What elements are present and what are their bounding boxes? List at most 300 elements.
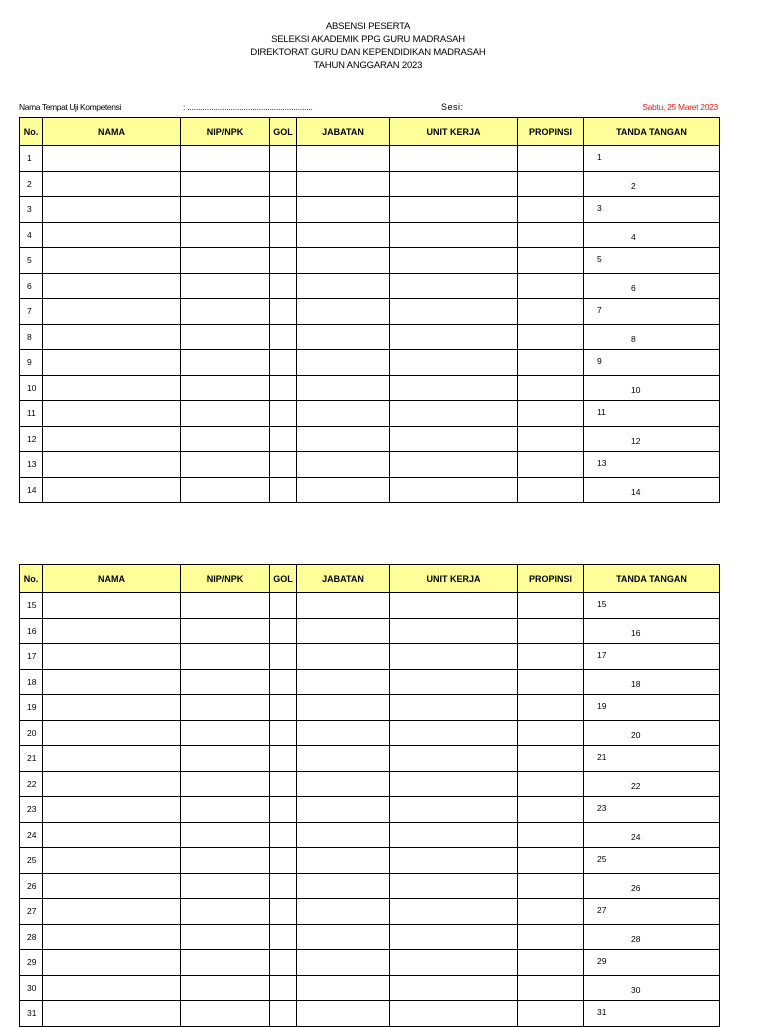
cell-no: 29 (20, 950, 43, 976)
cell-propinsi[interactable] (518, 593, 584, 619)
cell-propinsi[interactable] (518, 248, 584, 274)
cell-unit-kerja[interactable] (390, 950, 518, 976)
cell-tanda-tangan[interactable] (584, 171, 720, 197)
cell-gol[interactable] (270, 669, 297, 695)
cell-jabatan[interactable] (297, 771, 390, 797)
cell-nip[interactable] (181, 1001, 270, 1027)
cell-propinsi[interactable] (518, 848, 584, 874)
cell-nip[interactable] (181, 401, 270, 427)
cell-propinsi[interactable] (518, 222, 584, 248)
col-header-nip: NIP/NPK (181, 565, 270, 593)
cell-propinsi[interactable] (518, 695, 584, 721)
cell-unit-kerja[interactable] (390, 720, 518, 746)
signature-number: 5 (597, 254, 602, 265)
cell-unit-kerja[interactable] (390, 171, 518, 197)
cell-tanda-tangan[interactable] (584, 822, 720, 848)
cell-unit-kerja[interactable] (390, 299, 518, 325)
cell-tanda-tangan[interactable] (584, 975, 720, 1001)
cell-gol[interactable] (270, 822, 297, 848)
cell-propinsi[interactable] (518, 197, 584, 223)
cell-gol[interactable] (270, 197, 297, 223)
cell-tanda-tangan[interactable] (584, 273, 720, 299)
cell-gol[interactable] (270, 299, 297, 325)
signature-number: 23 (597, 803, 607, 814)
cell-nip[interactable] (181, 273, 270, 299)
cell-unit-kerja[interactable] (390, 146, 518, 172)
cell-nip[interactable] (181, 975, 270, 1001)
table-row (20, 669, 720, 695)
cell-unit-kerja[interactable] (390, 797, 518, 823)
signature-number: 24 (631, 831, 641, 842)
cell-unit-kerja[interactable] (390, 248, 518, 274)
signature-number: 20 (631, 729, 641, 740)
signature-number: 28 (631, 933, 641, 944)
cell-nama[interactable] (43, 644, 181, 670)
cell-no: 26 (20, 873, 43, 899)
cell-nama[interactable] (43, 375, 181, 401)
cell-propinsi[interactable] (518, 401, 584, 427)
cell-nama[interactable] (43, 669, 181, 695)
table-row (20, 695, 720, 721)
cell-propinsi[interactable] (518, 324, 584, 350)
cell-gol[interactable] (270, 146, 297, 172)
table-row (20, 222, 720, 248)
cell-propinsi[interactable] (518, 644, 584, 670)
cell-gol[interactable] (270, 273, 297, 299)
cell-tanda-tangan[interactable] (584, 746, 720, 772)
signature-number: 2 (631, 180, 636, 191)
cell-no: 2 (20, 171, 43, 197)
cell-no: 9 (20, 350, 43, 376)
cell-propinsi[interactable] (518, 299, 584, 325)
cell-nip[interactable] (181, 669, 270, 695)
table-row (20, 975, 720, 1001)
cell-unit-kerja[interactable] (390, 426, 518, 452)
cell-jabatan[interactable] (297, 477, 390, 503)
cell-tanda-tangan[interactable] (584, 669, 720, 695)
cell-propinsi[interactable] (518, 171, 584, 197)
cell-tanda-tangan[interactable] (584, 452, 720, 478)
cell-gol[interactable] (270, 771, 297, 797)
cell-tanda-tangan[interactable] (584, 426, 720, 452)
cell-tanda-tangan[interactable] (584, 899, 720, 925)
cell-gol[interactable] (270, 593, 297, 619)
cell-jabatan[interactable] (297, 350, 390, 376)
cell-unit-kerja[interactable] (390, 1001, 518, 1027)
cell-tanda-tangan[interactable] (584, 477, 720, 503)
cell-tanda-tangan[interactable] (584, 848, 720, 874)
table-row (20, 899, 720, 925)
signature-number: 25 (597, 854, 607, 865)
cell-unit-kerja[interactable] (390, 644, 518, 670)
cell-no: 24 (20, 822, 43, 848)
cell-nip[interactable] (181, 350, 270, 376)
cell-tanda-tangan[interactable] (584, 197, 720, 223)
cell-no: 4 (20, 222, 43, 248)
table-row (20, 797, 720, 823)
cell-unit-kerja[interactable] (390, 618, 518, 644)
document-title (0, 20, 736, 72)
cell-nama[interactable] (43, 273, 181, 299)
table-row (20, 324, 720, 350)
cell-unit-kerja[interactable] (390, 873, 518, 899)
cell-jabatan[interactable] (297, 1001, 390, 1027)
cell-tanda-tangan[interactable] (584, 146, 720, 172)
cell-propinsi[interactable] (518, 899, 584, 925)
cell-propinsi[interactable] (518, 477, 584, 503)
cell-no: 15 (20, 593, 43, 619)
cell-nama[interactable] (43, 1001, 181, 1027)
cell-jabatan[interactable] (297, 375, 390, 401)
col-header-unit-kerja: UNIT KERJA (390, 565, 518, 593)
cell-tanda-tangan[interactable] (584, 1001, 720, 1027)
cell-nip[interactable] (181, 299, 270, 325)
cell-propinsi[interactable] (518, 146, 584, 172)
cell-jabatan[interactable] (297, 746, 390, 772)
table-row (20, 822, 720, 848)
cell-tanda-tangan[interactable] (584, 324, 720, 350)
cell-gol[interactable] (270, 222, 297, 248)
cell-nip[interactable] (181, 848, 270, 874)
cell-propinsi[interactable] (518, 975, 584, 1001)
signature-number: 9 (597, 356, 602, 367)
signature-number: 14 (631, 486, 641, 497)
cell-gol[interactable] (270, 720, 297, 746)
cell-nama[interactable] (43, 146, 181, 172)
cell-nama[interactable] (43, 452, 181, 478)
cell-jabatan[interactable] (297, 222, 390, 248)
cell-nip[interactable] (181, 695, 270, 721)
col-header-nama: NAMA (43, 118, 181, 146)
signature-number: 17 (597, 650, 607, 661)
table-row (20, 350, 720, 376)
cell-jabatan[interactable] (297, 873, 390, 899)
cell-nip[interactable] (181, 720, 270, 746)
cell-nip[interactable] (181, 375, 270, 401)
cell-nip[interactable] (181, 771, 270, 797)
cell-no: 6 (20, 273, 43, 299)
cell-nama[interactable] (43, 746, 181, 772)
cell-unit-kerja[interactable] (390, 324, 518, 350)
cell-propinsi[interactable] (518, 452, 584, 478)
cell-gol[interactable] (270, 924, 297, 950)
cell-nip[interactable] (181, 746, 270, 772)
cell-gol[interactable] (270, 248, 297, 274)
cell-nip[interactable] (181, 452, 270, 478)
cell-unit-kerja[interactable] (390, 273, 518, 299)
col-header-jabatan: JABATAN (297, 118, 390, 146)
cell-tanda-tangan[interactable] (584, 695, 720, 721)
cell-nip[interactable] (181, 873, 270, 899)
cell-unit-kerja[interactable] (390, 771, 518, 797)
col-header-jabatan: JABATAN (297, 565, 390, 593)
cell-nip[interactable] (181, 248, 270, 274)
venue-label: Nama Tempat Uji Kompetensi (19, 102, 121, 112)
cell-propinsi[interactable] (518, 720, 584, 746)
cell-gol[interactable] (270, 975, 297, 1001)
cell-unit-kerja[interactable] (390, 848, 518, 874)
cell-jabatan[interactable] (297, 299, 390, 325)
cell-gol[interactable] (270, 426, 297, 452)
table-row (20, 146, 720, 172)
cell-no: 31 (20, 1001, 43, 1027)
cell-nip[interactable] (181, 644, 270, 670)
cell-tanda-tangan[interactable] (584, 375, 720, 401)
cell-unit-kerja[interactable] (390, 222, 518, 248)
signature-number: 18 (631, 678, 641, 689)
cell-no: 21 (20, 746, 43, 772)
cell-nip[interactable] (181, 222, 270, 248)
title-line-3: DIREKTORAT GURU DAN KEPENDIDIKAN MADRASAH (250, 47, 486, 58)
cell-jabatan[interactable] (297, 452, 390, 478)
signature-number: 22 (631, 780, 641, 791)
cell-nama[interactable] (43, 426, 181, 452)
cell-propinsi[interactable] (518, 771, 584, 797)
cell-jabatan[interactable] (297, 950, 390, 976)
table-row (20, 273, 720, 299)
cell-propinsi[interactable] (518, 273, 584, 299)
col-header-nama: NAMA (43, 565, 181, 593)
cell-jabatan[interactable] (297, 197, 390, 223)
col-header-propinsi: PROPINSI (518, 565, 584, 593)
cell-unit-kerja[interactable] (390, 975, 518, 1001)
cell-nip[interactable] (181, 950, 270, 976)
table-row (20, 197, 720, 223)
cell-tanda-tangan[interactable] (584, 401, 720, 427)
cell-gol[interactable] (270, 848, 297, 874)
cell-tanda-tangan[interactable] (584, 950, 720, 976)
cell-nama[interactable] (43, 477, 181, 503)
cell-propinsi[interactable] (518, 924, 584, 950)
cell-gol[interactable] (270, 452, 297, 478)
attendance-table-1 (19, 117, 720, 503)
cell-unit-kerja[interactable] (390, 695, 518, 721)
signature-number: 1 (597, 152, 602, 163)
table-row (20, 950, 720, 976)
cell-jabatan[interactable] (297, 899, 390, 925)
cell-nama[interactable] (43, 618, 181, 644)
cell-nama[interactable] (43, 695, 181, 721)
cell-nip[interactable] (181, 197, 270, 223)
cell-nama[interactable] (43, 797, 181, 823)
table-row (20, 477, 720, 503)
signature-number: 19 (597, 701, 607, 712)
cell-unit-kerja[interactable] (390, 746, 518, 772)
cell-tanda-tangan[interactable] (584, 350, 720, 376)
cell-tanda-tangan[interactable] (584, 924, 720, 950)
cell-nama[interactable] (43, 924, 181, 950)
date-text: Sabtu, 25 Maret 2023 (642, 102, 718, 112)
cell-nip[interactable] (181, 924, 270, 950)
signature-number: 31 (597, 1007, 607, 1018)
col-header-tanda-tangan: TANDA TANGAN (584, 118, 720, 146)
table-row (20, 299, 720, 325)
cell-nama[interactable] (43, 720, 181, 746)
cell-nama[interactable] (43, 299, 181, 325)
signature-number: 7 (597, 305, 602, 316)
cell-unit-kerja[interactable] (390, 899, 518, 925)
cell-no: 11 (20, 401, 43, 427)
cell-jabatan[interactable] (297, 695, 390, 721)
cell-jabatan[interactable] (297, 273, 390, 299)
cell-nip[interactable] (181, 324, 270, 350)
cell-gol[interactable] (270, 899, 297, 925)
cell-nama[interactable] (43, 848, 181, 874)
cell-jabatan[interactable] (297, 401, 390, 427)
cell-propinsi[interactable] (518, 797, 584, 823)
cell-nip[interactable] (181, 822, 270, 848)
signature-number: 3 (597, 203, 602, 214)
cell-gol[interactable] (270, 695, 297, 721)
cell-nama[interactable] (43, 350, 181, 376)
cell-no: 27 (20, 899, 43, 925)
cell-jabatan[interactable] (297, 975, 390, 1001)
signature-number: 29 (597, 956, 607, 967)
cell-no: 20 (20, 720, 43, 746)
cell-no: 12 (20, 426, 43, 452)
cell-tanda-tangan[interactable] (584, 873, 720, 899)
cell-nama[interactable] (43, 171, 181, 197)
cell-nip[interactable] (181, 593, 270, 619)
cell-tanda-tangan[interactable] (584, 797, 720, 823)
cell-jabatan[interactable] (297, 324, 390, 350)
cell-unit-kerja[interactable] (390, 477, 518, 503)
table-row (20, 746, 720, 772)
table-row (20, 720, 720, 746)
cell-nip[interactable] (181, 426, 270, 452)
cell-jabatan[interactable] (297, 644, 390, 670)
cell-nip[interactable] (181, 618, 270, 644)
cell-nip[interactable] (181, 797, 270, 823)
cell-gol[interactable] (270, 746, 297, 772)
table-row (20, 452, 720, 478)
cell-gol[interactable] (270, 797, 297, 823)
cell-no: 25 (20, 848, 43, 874)
signature-number: 26 (631, 882, 641, 893)
cell-nama[interactable] (43, 401, 181, 427)
cell-no: 3 (20, 197, 43, 223)
cell-nama[interactable] (43, 950, 181, 976)
cell-propinsi[interactable] (518, 618, 584, 644)
cell-unit-kerja[interactable] (390, 669, 518, 695)
cell-jabatan[interactable] (297, 593, 390, 619)
cell-jabatan[interactable] (297, 171, 390, 197)
cell-nip[interactable] (181, 477, 270, 503)
cell-propinsi[interactable] (518, 873, 584, 899)
signature-number: 4 (631, 231, 636, 242)
cell-propinsi[interactable] (518, 350, 584, 376)
cell-jabatan[interactable] (297, 146, 390, 172)
cell-tanda-tangan[interactable] (584, 248, 720, 274)
cell-gol[interactable] (270, 171, 297, 197)
cell-tanda-tangan[interactable] (584, 771, 720, 797)
cell-gol[interactable] (270, 375, 297, 401)
cell-jabatan[interactable] (297, 618, 390, 644)
cell-tanda-tangan[interactable] (584, 593, 720, 619)
col-header-no: No. (20, 118, 43, 146)
cell-propinsi[interactable] (518, 746, 584, 772)
cell-jabatan[interactable] (297, 669, 390, 695)
cell-tanda-tangan[interactable] (584, 644, 720, 670)
cell-jabatan[interactable] (297, 426, 390, 452)
cell-nama[interactable] (43, 771, 181, 797)
cell-unit-kerja[interactable] (390, 593, 518, 619)
cell-nama[interactable] (43, 593, 181, 619)
cell-unit-kerja[interactable] (390, 924, 518, 950)
table-row (20, 848, 720, 874)
cell-jabatan[interactable] (297, 924, 390, 950)
table-row (20, 618, 720, 644)
cell-nama[interactable] (43, 197, 181, 223)
cell-jabatan[interactable] (297, 822, 390, 848)
cell-gol[interactable] (270, 477, 297, 503)
signature-number: 27 (597, 905, 607, 916)
cell-no: 22 (20, 771, 43, 797)
signature-number: 15 (597, 599, 607, 610)
cell-propinsi[interactable] (518, 669, 584, 695)
table-row (20, 771, 720, 797)
cell-nama[interactable] (43, 222, 181, 248)
cell-nip[interactable] (181, 899, 270, 925)
cell-propinsi[interactable] (518, 950, 584, 976)
cell-no: 19 (20, 695, 43, 721)
cell-jabatan[interactable] (297, 248, 390, 274)
cell-unit-kerja[interactable] (390, 452, 518, 478)
cell-unit-kerja[interactable] (390, 197, 518, 223)
cell-gol[interactable] (270, 1001, 297, 1027)
cell-no: 16 (20, 618, 43, 644)
col-header-no: No. (20, 565, 43, 593)
cell-nama[interactable] (43, 975, 181, 1001)
cell-gol[interactable] (270, 950, 297, 976)
cell-propinsi[interactable] (518, 375, 584, 401)
cell-nip[interactable] (181, 146, 270, 172)
table-header-row (20, 118, 720, 146)
cell-tanda-tangan[interactable] (584, 222, 720, 248)
cell-gol[interactable] (270, 618, 297, 644)
cell-tanda-tangan[interactable] (584, 299, 720, 325)
cell-unit-kerja[interactable] (390, 375, 518, 401)
cell-nama[interactable] (43, 248, 181, 274)
cell-tanda-tangan[interactable] (584, 720, 720, 746)
signature-number: 11 (597, 407, 606, 418)
cell-nama[interactable] (43, 899, 181, 925)
cell-propinsi[interactable] (518, 822, 584, 848)
cell-jabatan[interactable] (297, 797, 390, 823)
table-row (20, 1001, 720, 1027)
cell-tanda-tangan[interactable] (584, 618, 720, 644)
cell-unit-kerja[interactable] (390, 822, 518, 848)
cell-nama[interactable] (43, 324, 181, 350)
cell-nip[interactable] (181, 171, 270, 197)
cell-gol[interactable] (270, 401, 297, 427)
cell-nama[interactable] (43, 873, 181, 899)
cell-unit-kerja[interactable] (390, 350, 518, 376)
cell-jabatan[interactable] (297, 720, 390, 746)
signature-number: 12 (631, 435, 641, 446)
cell-unit-kerja[interactable] (390, 401, 518, 427)
cell-gol[interactable] (270, 324, 297, 350)
cell-nama[interactable] (43, 822, 181, 848)
cell-jabatan[interactable] (297, 848, 390, 874)
cell-gol[interactable] (270, 350, 297, 376)
cell-propinsi[interactable] (518, 1001, 584, 1027)
col-header-gol: GOL (270, 118, 297, 146)
cell-gol[interactable] (270, 873, 297, 899)
cell-gol[interactable] (270, 644, 297, 670)
cell-propinsi[interactable] (518, 426, 584, 452)
title-line-1: ABSENSI PESERTA (325, 21, 411, 32)
